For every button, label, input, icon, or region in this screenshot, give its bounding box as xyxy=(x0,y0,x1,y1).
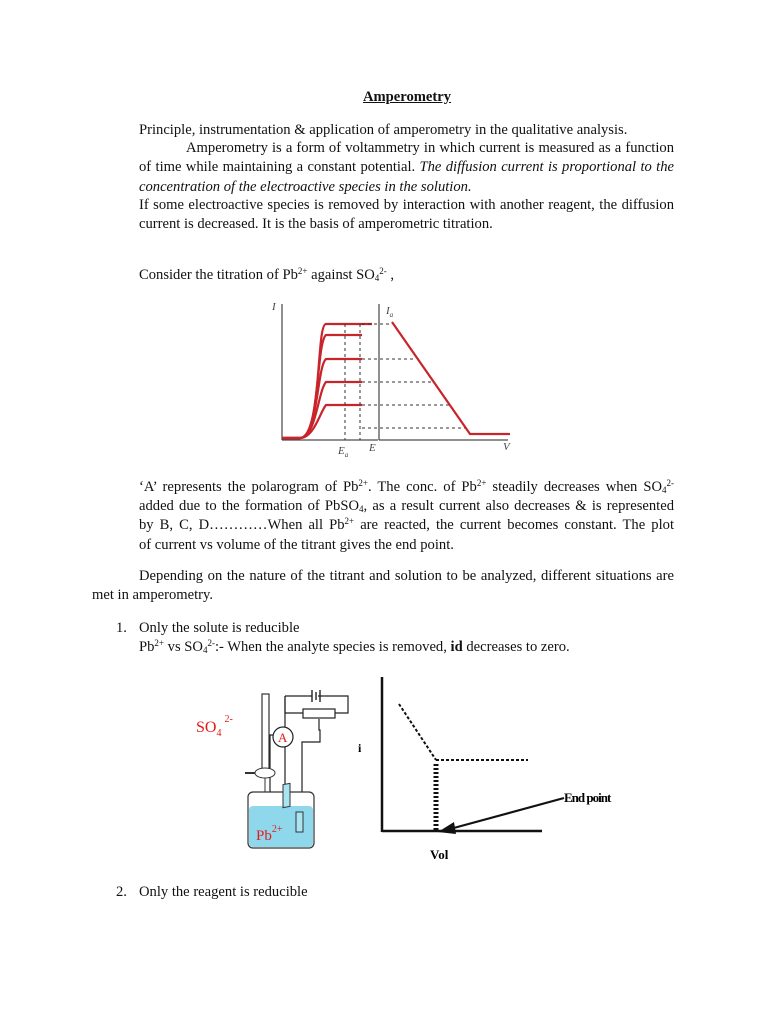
id-term: id xyxy=(450,639,463,655)
electrode-icon xyxy=(283,783,290,807)
description-line-2: added due to the formation of PbSO$_4$, as a result current also decreases & is represented xyxy=(139,498,674,514)
so4-subscript: 4 xyxy=(374,273,380,283)
list-number-2: 2. xyxy=(116,884,127,900)
endpoint-arrow xyxy=(450,798,564,829)
list-number-1: 1. xyxy=(116,620,127,636)
polarogram-y-label: I xyxy=(272,301,276,313)
list-item-1-detail: $Pb^{2+}$ vs $SO_4^{2-}:-$ When the analyte species is removed, id decreases to zero. xyxy=(139,638,570,655)
definition-text: Amperometry is a form of voltammetry in which current is measured as a function of time while maintaining a constant potential. xyxy=(139,140,674,176)
polarogram-e-label: E xyxy=(369,442,376,454)
definition-paragraph xyxy=(139,139,674,197)
page-title: Amperometry xyxy=(362,89,452,105)
titration-x-label: V xyxy=(503,441,510,453)
description-line-3: by B, C, D…………When all $Pb^{2+}$ are reacted, the current becomes constant. The plot xyxy=(139,516,674,533)
analyte-label: $Pb^{2+}$ xyxy=(256,824,283,844)
definition-italic-text: The diffusion current is proportional to the concentration of the electroactive species in the solution. xyxy=(139,159,674,195)
reagent-label: $SO_4^{2-}$ xyxy=(196,714,233,739)
endpoint-label: End point xyxy=(564,790,611,805)
pb-charge: 2+ xyxy=(297,266,308,276)
intro-line: Principle, instrumentation & application of amperometry in the qualitative analysis. xyxy=(139,122,628,138)
list-item-1-title: Only the solute is reducible xyxy=(139,620,300,636)
titration-graph-y-label: i xyxy=(358,741,362,755)
titration-graph-x-label: Vol xyxy=(430,847,449,862)
description-line-1: ‘A’ represents the polarogram of $Pb^{2+}$. The conc. of $Pb^{2+}$ steadily decreases when $SO_4^{2-}$ xyxy=(139,478,674,495)
consider-text-b: against SO xyxy=(307,267,375,283)
resistor-icon xyxy=(303,709,335,718)
consider-line xyxy=(139,266,539,285)
ammeter-label: A xyxy=(278,730,288,745)
titration-graph-lines xyxy=(399,704,528,760)
titration-basis-paragraph: If some electroactive species is removed by interaction with another reagent, the diffusion current is decreased. It is the basis of amperometric titration. xyxy=(139,197,674,233)
reference-electrode-icon xyxy=(296,812,303,832)
arrow-head-icon xyxy=(438,822,456,834)
apparatus-figure xyxy=(190,680,370,860)
polarogram-ea-label: $E_a$ xyxy=(338,445,349,459)
polarogram-waves xyxy=(282,324,372,438)
titration-endpoint-figure xyxy=(352,672,634,870)
consider-text-c: , xyxy=(386,267,395,283)
titration-y-label: $I_a$ xyxy=(386,305,394,319)
polarogram-wave-c xyxy=(282,359,362,438)
polarogram-wave-e xyxy=(282,405,362,438)
burette-icon xyxy=(262,694,269,774)
polarogram-wave-b xyxy=(282,335,362,438)
list-item-2-title: Only the reagent is reducible xyxy=(139,884,308,900)
situations-paragraph: Depending on the nature of the titrant and solution to be analyzed, different situations are met in amperometry. xyxy=(92,568,674,604)
titration-curve xyxy=(392,322,510,434)
polarogram-figure xyxy=(262,292,526,460)
description-line-4: of current vs volume of the titrant gives the end point. xyxy=(139,537,454,553)
consider-text-a: Consider the titration of Pb xyxy=(139,267,298,283)
so4-charge: 2- xyxy=(379,266,387,276)
